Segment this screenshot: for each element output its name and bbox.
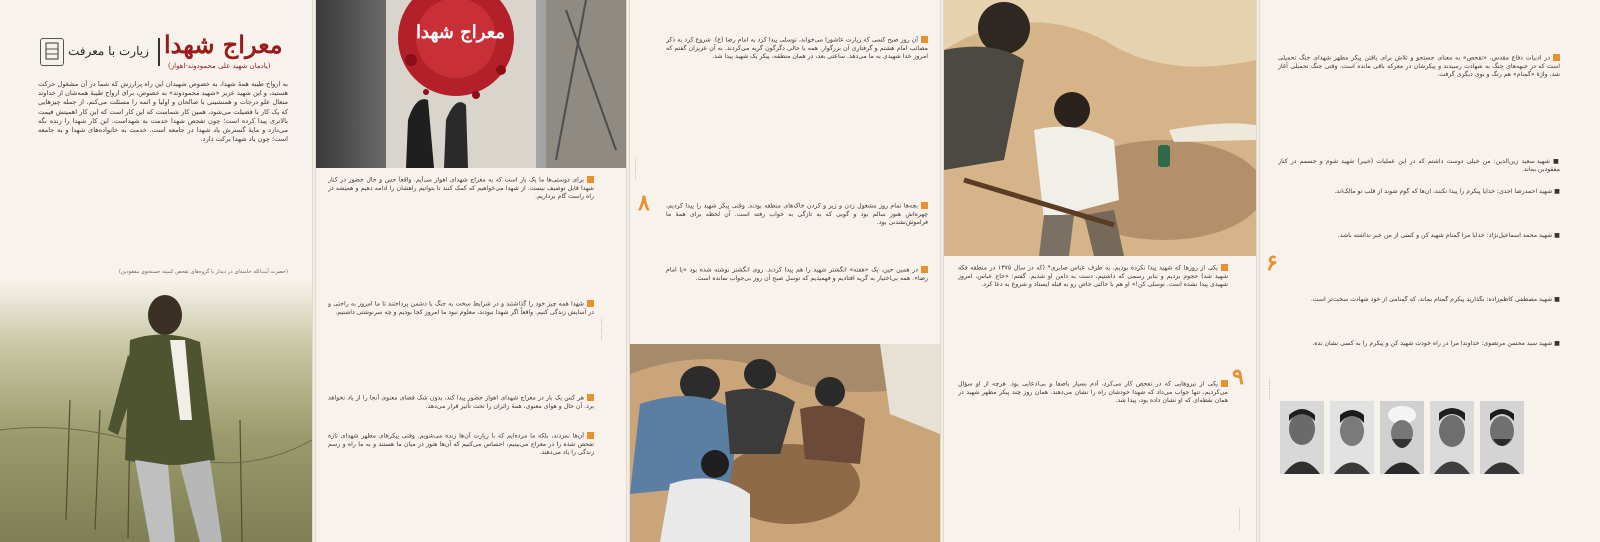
intro-source: (حضرت آیت‌الله خامنه‌ای در دیدار با گروه‌های تفحص کمیته جستجوی مفقودین) (118, 269, 288, 275)
p5-quote-5: ■ شهید سید محسن مرتضوی: خداوندا مرا در راه خودت شهید کن و پیکرم را به کسی نشان نده. (1312, 340, 1560, 347)
intro-text: به ارواح طیبه همهٔ شهدا، به خصوص شهیدان این راه پرارزش که شما در آن مشغول حرکت هستید، و این شهید عزیز «شهید محمودوند» به خصوص، برای ارواح طیبهٔ همه‌شان از خداوند متعال علو درجات و همنشینی با صالحان و اولیا و ائمه را مسئلت می‌کنم. از جمله چیزهایی که یک کار با فضیلت می‌شود، همین کار شماست که این کار است که این کار اهمیتش قیمت بالاتری پیدا کرده است؛ چون تفحص شهدا خدمت به شهداست. این کار شهدا را زنده نگه می‌دارد و مایهٔ گسترش یاد شهدا در جامعه است. خدمت به خانواده‌های شهدا و به جامعه است؛ چون یاد شهدا برکت دارد. (38, 80, 288, 144)
p5-quote-4: ■ شهید مصطفی کاظم‌زاده: بگذارید پیکرم گمنام بماند، که گمنامی از خود شهادت سخت‌تر است. (1310, 296, 1560, 303)
martyr-portrait-2 (1330, 401, 1374, 474)
page-number: ۹ (1232, 364, 1244, 390)
excavation-photo (630, 344, 940, 542)
p2-para-2: شهدا همه چیز خود را گذاشتند و در شرایط سخت به جنگ با دشمن پرداختند تا ما امروز به راحتی و در آسایش زندگی کنیم. واقعاً اگر شهدا نبودند، معلوم نبود ما امروز کجا بودیم و چه سرنوشتی داشتیم. (328, 300, 594, 316)
page-number: ۸ (638, 190, 650, 216)
p2-para-1: برای دوستی‌ها ما یک بار است که به معراج شهدای اهواز می‌آیم. واقعاً حس و حال حضور در کنار شهدا قابل توصیف نیست. از شهدا می‌خواهیم که کمک کنند تا بتوانیم راهشان را ادامه دهیم و همیشه در راه راست گام برداریم. (328, 176, 594, 201)
page-subtitle: (یادمان شهید علی محمودوند-اهواز) (168, 62, 271, 70)
p2-caption: ·············· (598, 317, 604, 340)
page-3 (630, 0, 940, 542)
page-5 (1260, 0, 1600, 542)
p3-para-2: بچه‌ها تمام روز مشغول زدن و زیر و کردن خاک‌های منطقه بودند. وقتی پیکر شهید را پیدا کردیم، چهره‌اش هنوز سالم بود و گویی که به تازگی به خواب رفته است. آن لحظه برای همهٔ ما فراموش‌نشدنی بود. (666, 202, 928, 227)
digging-photo (944, 0, 1256, 256)
p3-caption: ·············· (632, 157, 638, 180)
p5-quote-3: ■ شهید محمد اسماعیل‌نژاد: خدایا مرا گمنام شهید کن و کسی از من خبر نداشته باشد. (1337, 232, 1560, 239)
p3-para-3: در همین حین، یک «هفته» انگشتر شهید را هم پیدا کردند. روی انگشتر نوشته شده بود «یا امام رضا». همه بی‌اختیار به گریه افتادیم و فهمیدیم که توسل صبح آن روز بی‌جواب نمانده است. (666, 266, 928, 282)
p5-quote-2: ■ شهید احمدرضا احدی: خدایا پیکرم را پیدا نکنند، آن‌ها که گوم شوند از قلب تو مالک‌اند. (1334, 188, 1560, 195)
p2-para-4: آن‌ها نمردند، بلکه ما مرده‌ایم که با زیارت آن‌ها زنده می‌شویم. وقتی پیکرهای مطهر شهدای تازه تفحص شده را در معراج می‌بینیم، احساس می‌کنیم که آن‌ها هنوز در میان ما هستند و به ما راه و رسم زندگی را یاد می‌دهند. (328, 432, 594, 457)
p4-para-2: یکی از نیروهایی که در تفحص کار می‌کرد، آدم بسیار باصفا و بی‌ادعایی بود. هرچه از او سؤال می‌کردیم، تنها جواب می‌داد که شهدا خودشان راه را نشان می‌دهند. همان روز چند پیکر مطهر شهید در همان نقطه‌ای که او نشان داده بود، پیدا شد. (958, 380, 1228, 405)
martyr-portrait-5 (1480, 401, 1524, 474)
p4-para-1: یکی از روزها که شهید پیدا نکرده بودیم، به طرف عباس صابری* (که در سال ۱۳۷۵ در منطقه فکه شهید شد) حجوم بردیم و بنابر رسمی که داشتیم، دست به دامن او شدیم. گفتم: «حاج عباس، امروز شهیدی پیدا نشده است. توسلی کن!» او هم با حالتی خاص رو به قبله ایستاد و شروع به دعا کرد. (958, 264, 1228, 289)
p5-para-1: در ادبیات دفاع مقدس، «تفحص» به معنای جستجو و تلاش برای یافتن پیکر مطهر شهدای جنگ تحمیلی است که در جبهه‌های جنگ به شهادت رسیدند و پیکرشان در معرکه باقی مانده است. وقتی جنگ تحمیلی آغاز شد، واژهٔ «گمنام» هم رنگ و بوی دیگری گرفت. (1278, 54, 1560, 79)
p4-caption: ·············· (1236, 507, 1242, 530)
series-label: زیارت با معرفت (68, 44, 149, 58)
p3-para-1: آن روز صبح کسی که زیارت عاشورا می‌خواند، توسلی پیدا کرد به امام رضا (ع). شروع کرد به ذکر مصائب امام هشتم و گرفتاری آن بزرگوار. همه با حالی دگرگون گریه می‌کردند. به آن عزیزان گفتم که امروز خدا شهیدی به ما می‌دهد. ساعتی بعد، در همان منطقه، پیکر یک شهید پیدا شد. (666, 36, 928, 61)
title-divider (158, 38, 160, 66)
page-2 (316, 0, 626, 542)
header-logo (40, 38, 64, 66)
p5-caption: ·············· (1266, 377, 1272, 400)
page-title: معراج شهدا (164, 30, 283, 59)
mural-photo (316, 0, 626, 168)
martyr-portrait-1 (1280, 401, 1324, 474)
mural-text: معراج شهدا (416, 22, 505, 43)
page-number: ۶ (1266, 250, 1278, 276)
page-4 (944, 0, 1256, 542)
p2-para-3: هر کس یک بار در معراج شهدای اهواز حضور پیدا کند، بدون شک فضای معنوی آنجا را از یاد نخواهد برد. آن حال و هوای معنوی، همهٔ زائران را تحت تأثیر قرار می‌دهد. (328, 394, 594, 410)
martyr-portrait-4 (1430, 401, 1474, 474)
page-1 (0, 0, 312, 542)
martyr-portrait-3 (1380, 401, 1424, 474)
p5-quote-1: ■ شهید سعید زین‌الدین: من خیلی دوست داشتم که در این عملیات (خیبر) شهید شوم و جسمم در کنار مفقودین بماند. (1278, 158, 1560, 174)
soldier-photo (0, 280, 312, 542)
